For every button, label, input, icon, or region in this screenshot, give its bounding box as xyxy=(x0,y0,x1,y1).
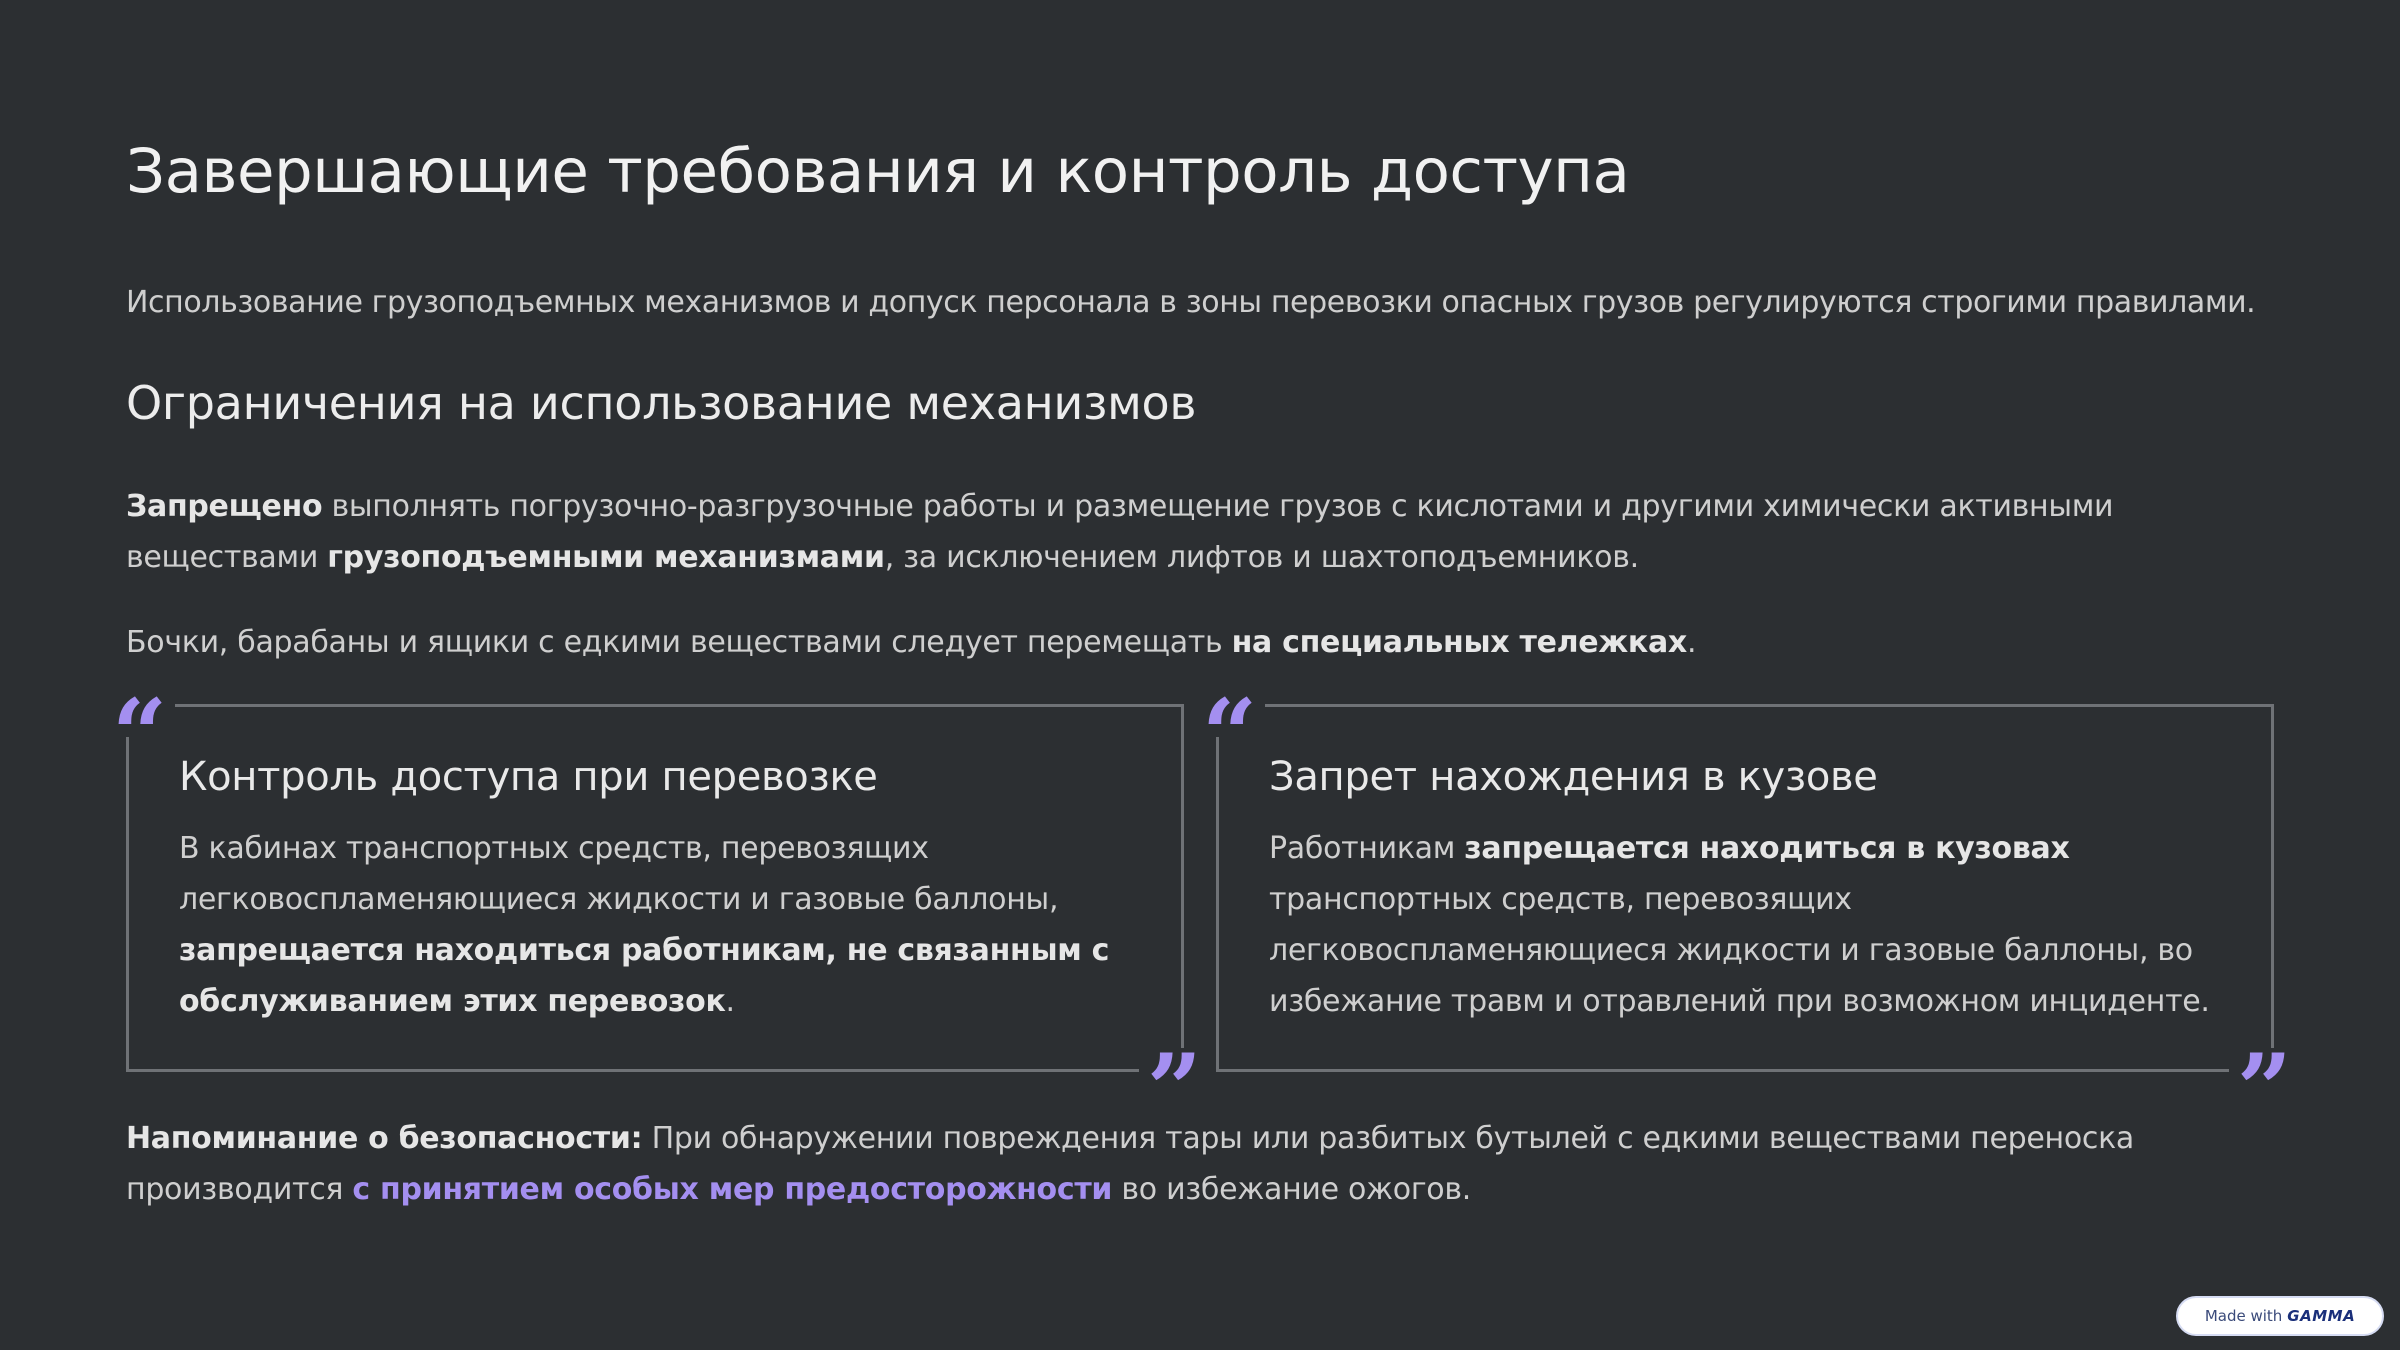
bold-mechanisms: грузоподъемными механизмами xyxy=(327,540,885,575)
quote-text: В кабинах транспортных средств, перевозящих легковоспламеняющиеся жидкости и газовые баллоны, xyxy=(179,831,1059,917)
close-quote-icon: ” xyxy=(2229,1048,2300,1096)
quote-title: Запрет нахождения в кузове xyxy=(1269,754,1878,800)
quote-card-body-prohibition xyxy=(1202,678,2292,1146)
open-quote-icon: “ xyxy=(104,693,175,737)
intro-text: Использование грузоподъемных механизмов и допуск персонала в зоны перевозки опасных грузов регулируются строгими правилами. xyxy=(126,285,2256,320)
paragraph-text: выполнять погрузочно-разгрузочные работы и размещение грузов с кислотами и другими химически активными веществами xyxy=(126,489,2114,575)
restriction-paragraph xyxy=(126,481,2286,583)
quote-body xyxy=(179,823,1129,1027)
quote-text: Работникам xyxy=(1269,831,1465,866)
quote-title: Контроль доступа при перевозке xyxy=(179,754,878,800)
paragraph-text: Бочки, барабаны и ящики с едкими веществами следует перемещать xyxy=(126,625,1232,660)
close-quote-icon: ” xyxy=(1139,1048,1210,1096)
paragraph-text-end: , за исключением лифтов и шахтоподъемников. xyxy=(884,540,1639,575)
paragraph-text-end: . xyxy=(1686,625,1697,660)
badge-prefix: Made with xyxy=(2204,1307,2283,1325)
open-quote-icon: “ xyxy=(1194,693,1265,737)
safety-reminder xyxy=(126,1113,2286,1215)
section-heading: Ограничения на использование механизмов xyxy=(126,376,1197,430)
bold-prohibited: Запрещено xyxy=(126,489,323,524)
made-with-gamma-badge[interactable] xyxy=(2176,1296,2384,1336)
quote-bold-text: запрещается находиться работникам, не связанным с обслуживанием этих перевозок xyxy=(179,933,1110,1019)
quote-bold-text: запрещается находиться в кузовах xyxy=(1464,831,2070,866)
reminder-text: При обнаружении повреждения тары или разбитых бутылей с едкими веществами переноска производится xyxy=(126,1121,2134,1207)
quote-body xyxy=(1269,823,2219,1027)
carts-paragraph xyxy=(126,617,2286,668)
quote-text-end: . xyxy=(725,984,735,1019)
reminder-accent-text: с принятием особых мер предосторожности xyxy=(352,1172,1113,1207)
reminder-label: Напоминание о безопасности: xyxy=(126,1121,643,1156)
reminder-text-end: во избежание ожогов. xyxy=(1112,1172,1471,1207)
bold-special-carts: на специальных тележках xyxy=(1231,625,1687,660)
gamma-logo: GAMMA xyxy=(2287,1307,2356,1325)
quote-text-end: транспортных средств, перевозящих легковоспламеняющиеся жидкости и газовые баллоны, во избежание травм и отравлений при возможном инциденте. xyxy=(1269,882,2210,1019)
slide-title: Завершающие требования и контроль доступа xyxy=(126,136,1630,207)
